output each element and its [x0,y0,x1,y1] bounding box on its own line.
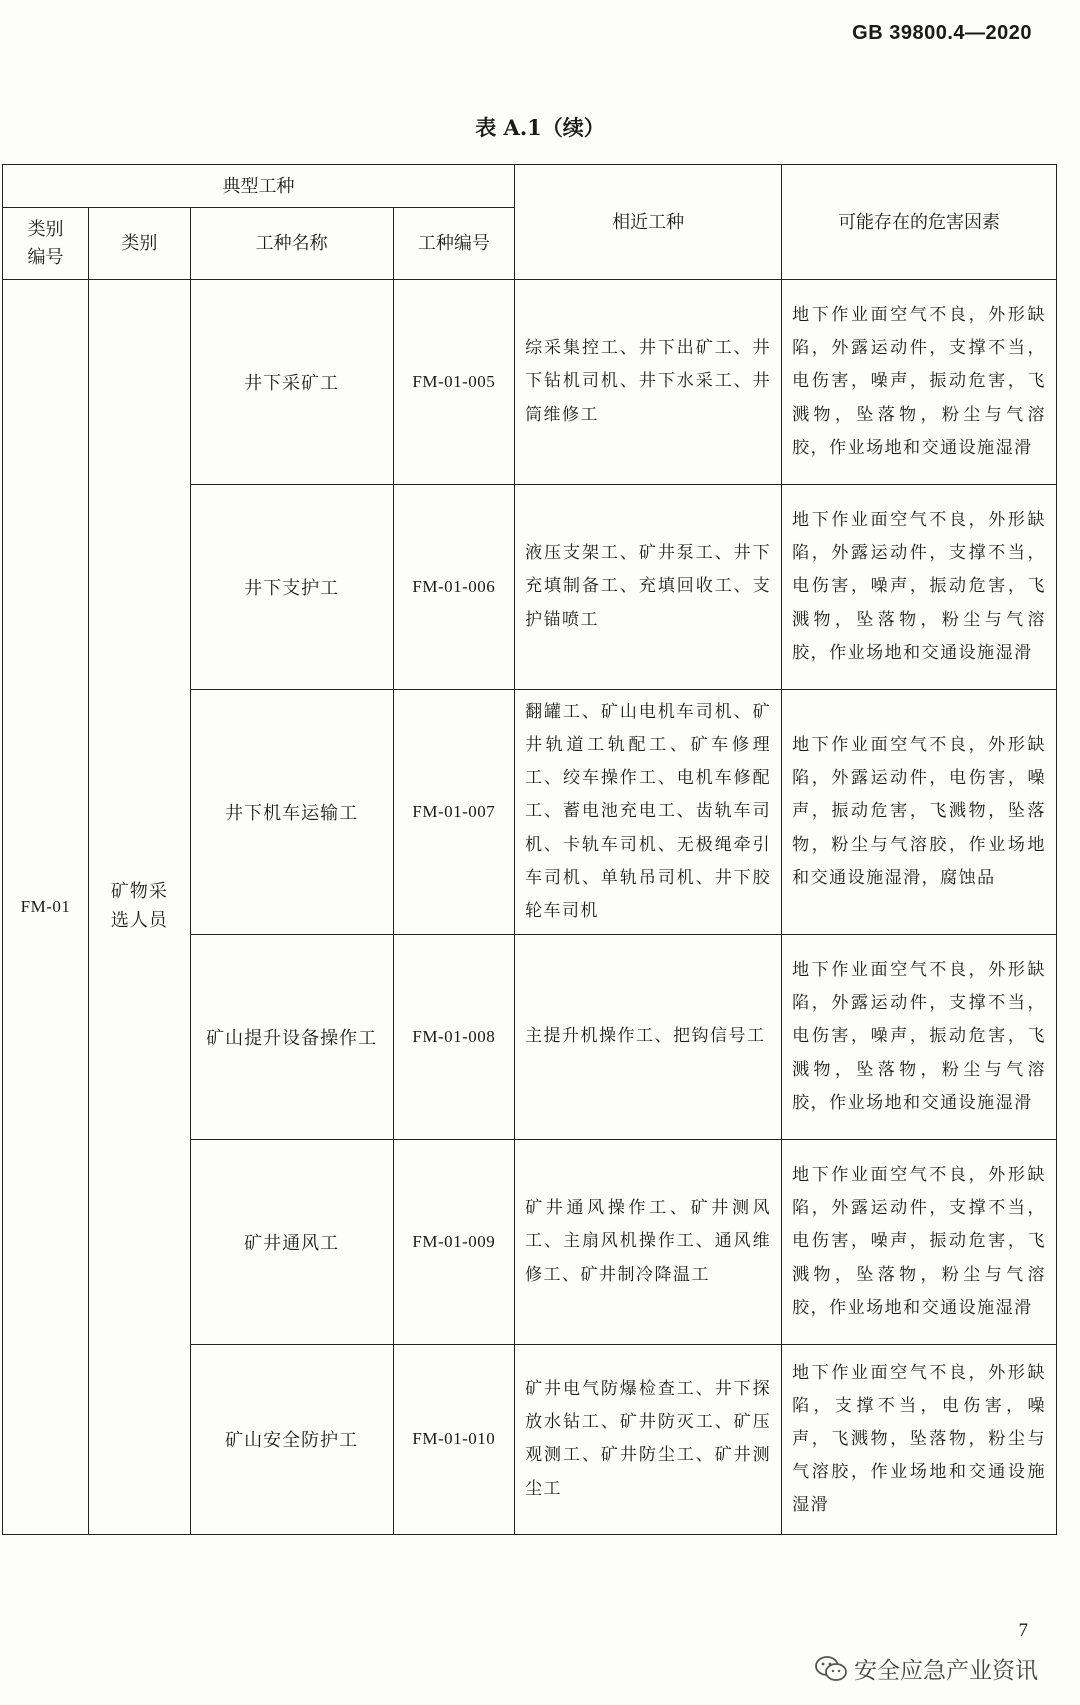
job-name: 矿山安全防护工 [190,1344,393,1534]
wechat-icon [814,1655,848,1683]
header-typical: 典型工种 [3,165,515,208]
job-code: FM-01-008 [393,934,514,1139]
job-code: FM-01-007 [393,690,514,935]
standard-number: GB 39800.4—2020 [852,22,1032,44]
header-job-no: 工种编号 [393,208,514,280]
similar-jobs: 矿井通风操作工、矿井测风工、主扇风机操作工、通风维修工、矿井制冷降温工 [515,1139,782,1344]
job-code: FM-01-006 [393,485,514,690]
hazard-factors: 地下作业面空气不良，外形缺陷，外露运动件，支撑不当，电伤害，噪声，振动危害，飞溅物，坠落物，粉尘与气溶胶，作业场地和交通设施湿滑 [782,934,1057,1139]
job-code: FM-01-005 [393,280,514,485]
similar-jobs: 液压支架工、矿井泵工、井下充填制备工、充填回收工、支护锚喷工 [515,485,782,690]
similar-jobs: 主提升机操作工、把钩信号工 [515,934,782,1139]
job-code: FM-01-009 [393,1139,514,1344]
hazard-factors: 地下作业面空气不良，外形缺陷，外露运动件，支撑不当，电伤害，噪声，振动危害，飞溅物，坠落物，粉尘与气溶胶，作业场地和交通设施湿滑 [782,1139,1057,1344]
similar-jobs: 综采集控工、井下出矿工、井下钻机司机、井下水采工、井筒维修工 [515,280,782,485]
category-code: FM-01 [3,280,89,1535]
table-row [3,280,1057,485]
similar-jobs: 翻罐工、矿山电机车司机、矿井轨道工轨配工、矿车修理工、绞车操作工、电机车修配工、蓄电池充电工、齿轨车司机、卡轨车司机、无极绳牵引车司机、单轨吊司机、井下胶轮车司机 [515,690,782,935]
hazard-factors: 地下作业面空气不良，外形缺陷，外露运动件，支撑不当，电伤害，噪声，振动危害，飞溅物，坠落物，粉尘与气溶胶，作业场地和交通设施湿滑 [782,485,1057,690]
header-similar: 相近工种 [515,165,782,280]
job-name: 矿山提升设备操作工 [190,934,393,1139]
hazard-factors: 地下作业面空气不良，外形缺陷，支撑不当，电伤害，噪声，飞溅物，坠落物，粉尘与气溶胶，作业场地和交通设施湿滑 [782,1344,1057,1534]
hazard-factors: 地下作业面空气不良，外形缺陷，外露运动件，支撑不当，电伤害，噪声，振动危害，飞溅物，坠落物，粉尘与气溶胶，作业场地和交通设施湿滑 [782,280,1057,485]
watermark [814,1652,1038,1685]
job-name: 矿井通风工 [190,1139,393,1344]
category-name: 矿物采选人员 [89,280,191,1535]
header-job-name: 工种名称 [190,208,393,280]
header-cat: 类别 [89,208,191,280]
job-code: FM-01-010 [393,1344,514,1534]
similar-jobs: 矿井电气防爆检查工、井下探放水钻工、矿井防灭工、矿压观测工、矿井防尘工、矿井测尘工 [515,1344,782,1534]
hazard-table [2,164,1057,1535]
job-name: 井下支护工 [190,485,393,690]
header-cat-no: 类别编号 [3,208,89,280]
page-number: 7 [1018,1620,1028,1641]
job-name: 井下采矿工 [190,280,393,485]
job-name: 井下机车运输工 [190,690,393,935]
table-title: 表 A.1（续） [475,115,605,140]
watermark-text: 安全应急产业资讯 [854,1658,1038,1684]
header-hazards: 可能存在的危害因素 [782,165,1057,280]
hazard-factors: 地下作业面空气不良，外形缺陷，外露运动件，电伤害，噪声，振动危害，飞溅物，坠落物，粉尘与气溶胶，作业场地和交通设施湿滑，腐蚀品 [782,690,1057,935]
